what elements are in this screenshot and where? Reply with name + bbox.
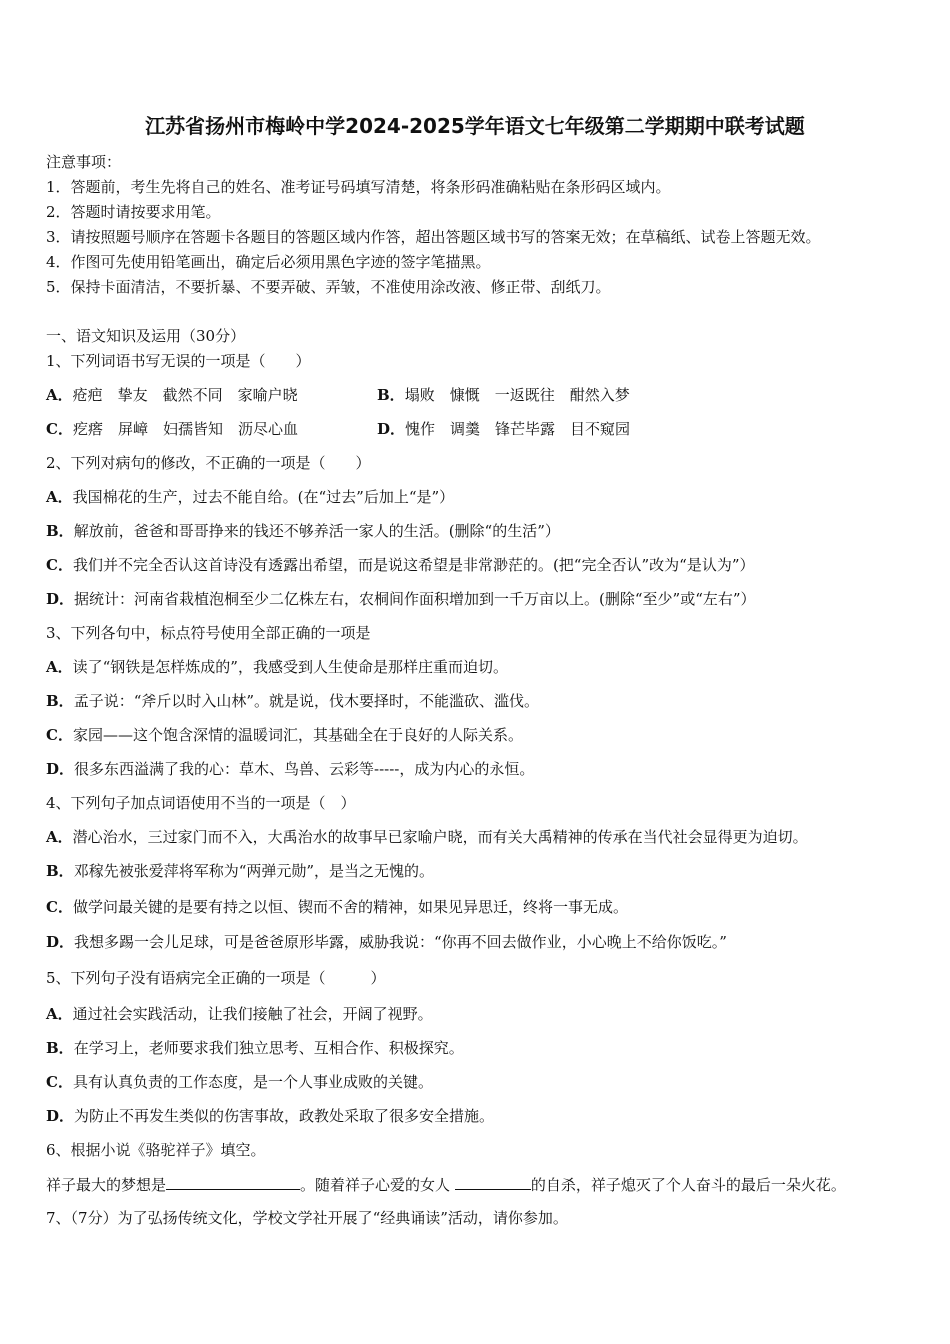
q5-b-label: B． xyxy=(46,1039,74,1057)
q2-option-d xyxy=(46,589,756,609)
q4-a-label: A． xyxy=(46,828,73,846)
q4-c-label: C． xyxy=(46,898,73,916)
section-heading: 一、语文知识及运用（30分） xyxy=(46,327,246,345)
q1-row-cd xyxy=(46,419,906,439)
notice-item-4: 4．作图可先使用铅笔画出，确定后必须用黑色字迹的签字笔描黑。 xyxy=(46,253,491,271)
q4-d-label: D． xyxy=(46,933,75,951)
q1-b-label: B． xyxy=(377,386,405,404)
q2-option-b xyxy=(46,521,560,541)
q4-stem: 4、下列句子加点词语使用不当的一项是（ ） xyxy=(46,794,356,812)
q2-c: 我们并不完全否认这首诗没有透露出希望，而是说这希望是非常渺茫的。(把“完全否认”改为“是认为”） xyxy=(72,556,755,574)
q1-d-wrap xyxy=(377,419,630,439)
q2-a: 我国棉花的生产，过去不能自给。(在“过去”后加上“是”） xyxy=(72,488,455,506)
q6-fill-line xyxy=(46,1174,846,1195)
q4-option-b xyxy=(46,861,434,881)
q6-part2: 。随着祥子心爱的女人 xyxy=(300,1176,451,1194)
q3-option-c xyxy=(46,725,523,745)
q4-a: 潜心治水，三过家门而不入，大禹治水的故事早已家喻户晓，而有关大禹精神的传承在当代社会显得更为迫切。 xyxy=(72,828,808,846)
q6-part3: 的自杀，祥子熄灭了个人奋斗的最后一朵火花。 xyxy=(530,1176,846,1194)
q5-option-b xyxy=(46,1038,464,1058)
q5-a-label: A． xyxy=(46,1005,73,1023)
q2-a-label: A． xyxy=(46,488,73,506)
q4-c: 做学问最关键的是要有持之以恒、锲而不舍的精神，如果见异思迁，终将一事无成。 xyxy=(72,898,628,916)
q5-stem: 5、下列句子没有语病完全正确的一项是（ ） xyxy=(46,969,386,987)
q1-a: 疮疤 挚友 截然不同 家喻户晓 xyxy=(72,386,298,404)
q3-a-label: A． xyxy=(46,658,73,676)
q6-stem: 6、根据小说《骆驼祥子》填空。 xyxy=(46,1141,266,1159)
q4-b-label: B． xyxy=(46,862,74,880)
q1-b-wrap xyxy=(377,385,630,405)
q3-b: 孟子说：“斧斤以时入山林”。就是说，伐木要择时，不能滥砍、滥伐。 xyxy=(73,692,540,710)
q5-c: 具有认真负责的工作态度，是一个人事业成败的关键。 xyxy=(72,1073,433,1091)
q5-b: 在学习上，老师要求我们独立思考、互相合作、积极探究。 xyxy=(73,1039,464,1057)
q6-blank-2[interactable] xyxy=(455,1174,531,1190)
q2-b-label: B． xyxy=(46,522,74,540)
q4-option-c xyxy=(46,897,628,917)
notice-item-2: 2．答题时请按要求用笔。 xyxy=(46,203,221,221)
q4-option-a xyxy=(46,827,808,847)
q3-d-label: D． xyxy=(46,760,75,778)
q2-d: 据统计：河南省栽植泡桐至少二亿株左右，农桐间作面积增加到一千万亩以上。(删除“至少”或“左右”） xyxy=(74,590,756,608)
q3-option-b xyxy=(46,691,539,711)
q2-b: 解放前，爸爸和哥哥挣来的钱还不够养活一家人的生活。(删除“的生活”） xyxy=(73,522,560,540)
q1-a-label: A． xyxy=(46,386,73,404)
q6-part1: 祥子最大的梦想是 xyxy=(46,1176,167,1194)
q5-d-label: D． xyxy=(46,1107,75,1125)
q1-c: 疙瘩 屏嶂 妇孺皆知 沥尽心血 xyxy=(72,420,298,438)
q2-c-label: C． xyxy=(46,556,73,574)
q5-option-c xyxy=(46,1072,433,1092)
notice-heading: 注意事项： xyxy=(46,153,122,171)
page-title: 江苏省扬州市梅岭中学2024-2025学年语文七年级第二学期期中联考试题 xyxy=(145,114,805,138)
q3-b-label: B． xyxy=(46,692,74,710)
q4-option-d xyxy=(46,932,727,952)
q7-stem: 7、（7分）为了弘扬传统文化，学校文学社开展了“经典诵读”活动，请你参加。 xyxy=(46,1209,568,1227)
q2-stem: 2、下列对病句的修改，不正确的一项是（ ） xyxy=(46,454,371,472)
q5-d: 为防止不再发生类似的伤害事故，政教处采取了很多安全措施。 xyxy=(74,1107,495,1125)
q1-d-label: D． xyxy=(377,420,406,438)
q4-b: 邓稼先被张爱萍将军称为“两弹元勋”，是当之无愧的。 xyxy=(73,862,435,880)
q2-option-a xyxy=(46,487,454,507)
q4-d: 我想多踢一会儿足球，可是爸爸原形毕露，威胁我说：“你再不回去做作业，小心晚上不给你饭吃。” xyxy=(74,933,727,951)
q1-d: 愧作 调羹 锋芒毕露 目不窥园 xyxy=(405,420,631,438)
q1-stem: 1、下列词语书写无误的一项是（ ） xyxy=(46,352,311,370)
q5-option-a xyxy=(46,1004,433,1024)
q5-option-d xyxy=(46,1106,494,1126)
q1-c-label: C． xyxy=(46,420,73,438)
q1-b: 塌败 慷慨 一返既往 酣然入梦 xyxy=(404,386,630,404)
q2-d-label: D． xyxy=(46,590,75,608)
q3-d: 很多东西溢满了我的心：草木、鸟兽、云彩等-----，成为内心的永恒。 xyxy=(74,760,535,778)
q3-c-label: C． xyxy=(46,726,73,744)
notice-item-3: 3．请按照题号顺序在答题卡各题目的答题区域内作答，超出答题区域书写的答案无效；在草稿纸、试卷上答题无效。 xyxy=(46,228,821,246)
q5-a: 通过社会实践活动，让我们接触了社会，开阔了视野。 xyxy=(72,1005,433,1023)
q6-blank-1[interactable] xyxy=(166,1174,300,1190)
q3-a: 读了“钢铁是怎样炼成的”，我感受到人生使命是那样庄重而迫切。 xyxy=(72,658,508,676)
q5-c-label: C． xyxy=(46,1073,73,1091)
q3-option-a xyxy=(46,657,508,677)
q3-option-d xyxy=(46,759,534,779)
q3-stem: 3、下列各句中，标点符号使用全部正确的一项是 xyxy=(46,624,371,642)
q1-row-ab xyxy=(46,385,906,405)
q2-option-c xyxy=(46,555,754,575)
notice-item-5: 5．保持卡面清洁，不要折暴、不要弄破、弄皱，不准使用涂改液、修正带、刮纸刀。 xyxy=(46,278,611,296)
q3-c: 家园——这个饱含深情的温暖词汇，其基础全在于良好的人际关系。 xyxy=(72,726,523,744)
notice-item-1: 1．答题前，考生先将自己的姓名、准考证号码填写清楚，将条形码准确粘贴在条形码区域内。 xyxy=(46,178,671,196)
